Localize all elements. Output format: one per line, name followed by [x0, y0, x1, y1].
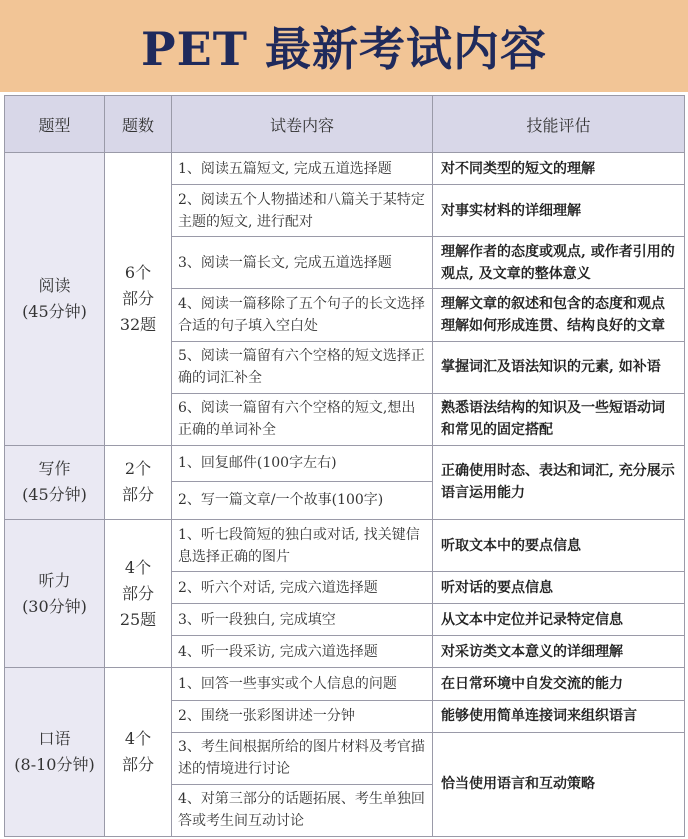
content-cell: 1、回复邮件(100字左右): [172, 445, 433, 481]
skill-cell: 对事实材料的详细理解: [433, 185, 685, 237]
skill-cell: 熟悉语法结构的知识及一些短语动词和常见的固定搭配: [433, 393, 685, 445]
content-cell: 4、阅读一篇移除了五个句子的长文选择合适的句子填入空白处: [172, 289, 433, 341]
content-cell: 1、阅读五篇短文, 完成五道选择题: [172, 153, 433, 185]
title-banner: [0, 0, 688, 92]
section-writing: [5, 445, 105, 519]
section-count: [105, 153, 172, 446]
skill-cell: 正确使用时态、表达和词汇, 充分展示语言运用能力: [433, 445, 685, 519]
skill-cell: 能够使用简单连接词来组织语言: [433, 700, 685, 732]
count-line: 6个: [124, 262, 152, 282]
content-cell: 4、对第三部分的话题拓展、考生单独回答或考生间互动讨论: [172, 784, 433, 836]
section-name: 阅读: [38, 275, 71, 295]
skill-cell: 对不同类型的短文的理解: [433, 153, 685, 185]
section-name: 写作: [38, 459, 71, 479]
content-cell: 4、听一段采访, 完成六道选择题: [172, 636, 433, 668]
skill-cell: 在日常环境中自发交流的能力: [433, 668, 685, 700]
skill-cell: 恰当使用语言和互动策略: [433, 732, 685, 836]
content-cell: 2、写一篇文章/一个故事(100字): [172, 481, 433, 519]
count-line: 4个: [124, 729, 152, 749]
header-content: 试卷内容: [172, 96, 433, 153]
header-count: 题数: [105, 96, 172, 153]
section-reading: [5, 153, 105, 446]
section-count: [105, 668, 172, 837]
content-cell: 3、阅读一篇长文, 完成五道选择题: [172, 237, 433, 289]
count-line: 部分: [121, 755, 154, 775]
section-count: [105, 520, 172, 668]
skill-cell: 对采访类文本意义的详细理解: [433, 636, 685, 668]
section-name: 口语: [38, 729, 71, 749]
header-skill: 技能评估: [433, 96, 685, 153]
table-row: [5, 668, 685, 700]
count-line: 2个: [124, 459, 152, 479]
section-count: [105, 445, 172, 519]
content-cell: 1、听七段简短的独白或对话, 找关键信息选择正确的图片: [172, 520, 433, 572]
skill-cell: 理解作者的态度或观点, 或作者引用的观点, 及文章的整体意义: [433, 237, 685, 289]
content-cell: 2、围绕一张彩图讲述一分钟: [172, 700, 433, 732]
skill-cell: 听取文本中的要点信息: [433, 520, 685, 572]
count-line: 部分: [121, 485, 154, 505]
count-line: 32题: [119, 314, 157, 334]
count-line: 部分: [121, 288, 154, 308]
count-line: 4个: [124, 557, 152, 577]
table-row: [5, 520, 685, 572]
content-cell: 3、听一段独白, 完成填空: [172, 604, 433, 636]
section-duration: (30分钟): [22, 596, 87, 616]
table-row: [5, 153, 685, 185]
table-row: [5, 445, 685, 481]
section-name: 听力: [38, 570, 71, 590]
count-line: 部分: [121, 583, 154, 603]
header-row: [5, 96, 685, 153]
content-cell: 5、阅读一篇留有六个空格的短文选择正确的词汇补全: [172, 341, 433, 393]
exam-table: [4, 95, 685, 837]
section-duration: (45分钟): [22, 485, 87, 505]
content-cell: 1、回答一些事实或个人信息的问题: [172, 668, 433, 700]
content-cell: 2、阅读五个人物描述和八篇关于某特定主题的短文, 进行配对: [172, 185, 433, 237]
count-line: 25题: [119, 609, 157, 629]
skill-cell: 从文本中定位并记录特定信息: [433, 604, 685, 636]
page-title: PET 最新考试内容: [141, 22, 547, 76]
section-listening: [5, 520, 105, 668]
section-speaking: [5, 668, 105, 837]
content-cell: 6、阅读一篇留有六个空格的短文,想出正确的单词补全: [172, 393, 433, 445]
content-cell: 3、考生间根据所给的图片材料及考官描述的情境进行讨论: [172, 732, 433, 784]
skill-cell: 理解文章的叙述和包含的态度和观点理解如何形成连贯、结构良好的文章: [433, 289, 685, 341]
content-cell: 2、听六个对话, 完成六道选择题: [172, 572, 433, 604]
skill-cell: 掌握词汇及语法知识的元素, 如补语: [433, 341, 685, 393]
section-duration: (8-10分钟): [14, 755, 95, 775]
skill-cell: 听对话的要点信息: [433, 572, 685, 604]
section-duration: (45分钟): [22, 301, 87, 321]
header-type: 题型: [5, 96, 105, 153]
